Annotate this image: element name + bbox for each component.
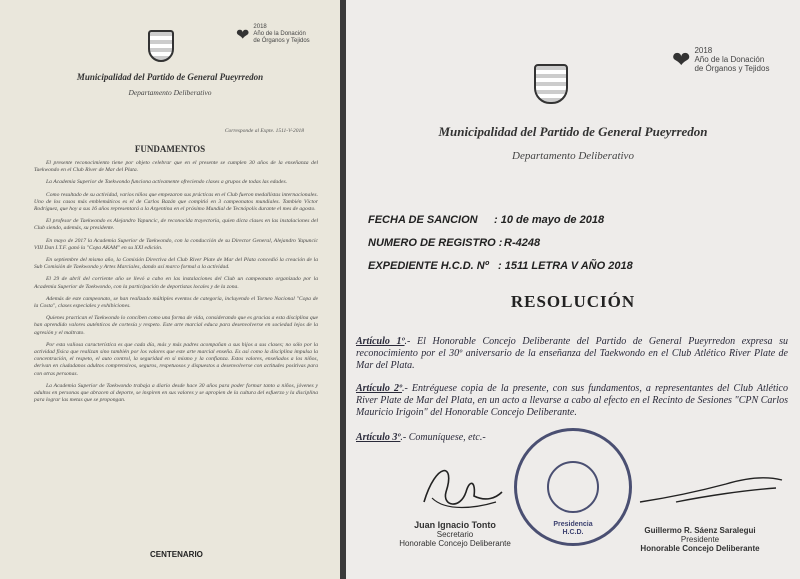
donation-badge: ❤ 2018 Año de la Donación de Órganos y Tejidos: [672, 46, 770, 73]
expediente: EXPEDIENTE H.C.D. Nº : 1511 LETRA V AÑO 2018: [368, 260, 633, 272]
resolucion-page: [346, 0, 800, 579]
paragraph: Además de este campeonato, se han realizado múltiples eventos de categoría, incluyendo el Torneo Nacional "Copa de la Costa", clases especiales y exhibiciones.: [34, 295, 318, 310]
fecha-sancion: FECHA DE SANCION : 10 de mayo de 2018: [368, 214, 605, 226]
paragraph: Por esta valiosa característica es que cada día, más y más padres acompañan a sus hijos a sus clases; no sólo por la actividad física que realizan sino también por los valores que este arte marcial enseña. Es así como la disciplina impulsa la concentración, el respeto, el auto control, la seguridad en sí mismo y la confianza. Estos valores, enseñados a los niños, derivan en ciudadanos adultos comprensivos, seguros, respetuosos y dispuestos a desenvolverse con actitudes positivas para con otras personas.: [34, 341, 318, 377]
donation-badge: ❤ 2018 Año de la Donación de Órganos y Tejidos: [236, 24, 310, 44]
institution-name: Municipalidad del Partido de General Pueyrredon: [438, 124, 708, 139]
paragraph: Como resultado de su actividad, varios niños que empezaron sus prácticas en el Club fueron medallistas internacionales. Uno de los casos más emblemáticos es el de Carlos Bazán que compitió en 3 campeonatos mundiales. También Víctor Rodríguez, que hoy a sus 16 años representará a la Argentina en el próximo Mundial de Tecnópolis durante el mes de agosto.: [34, 191, 318, 213]
article-2: Artículo 2º.- Entréguese copia de la presente, con sus fundamentos, a representantes del Club Atlético River Plate de Mar del Plata, en un acto a llevarse a cabo al efecto en el Recinto de Sesiones "CPN Carlos Mauricio Irigoin" del Honorable Concejo Deliberante.: [356, 383, 788, 418]
paragraph: El presente reconocimiento tiene por objeto celebrar que en el presente se cumplen 30 años de la enseñanza del Taekwondo en el Club River de Mar del Plata.: [34, 160, 318, 174]
paragraph: La Academia Superior de Taekwondo funciona activamente ofreciendo clases a grupos de todas las edades.: [46, 179, 288, 186]
presidency-seal: Presidencia H.C.D.: [514, 428, 632, 546]
secretary-signature-block: Juan Ignacio Tonto Secretario Honorable Concejo Deliberante: [399, 520, 511, 548]
paragraph: En mayo de 2017 la Academia Superior de Taekwondo, con la conducción de su Director General, Alejandro Yapuncic VIII Dan I.T.F. ganó la "Copa AKAM" en su XXI edición.: [34, 237, 318, 251]
secretary-signature: [416, 452, 506, 516]
heart-logo-icon: ❤: [236, 26, 250, 44]
numero-registro: NUMERO DE REGISTRO : R-4248: [368, 237, 541, 249]
institution-name: Municipalidad del Partido de General Pueyrredon: [76, 72, 264, 82]
expediente-reference: Corresponde al Expte. 1511-V-2018: [224, 128, 304, 134]
paragraph: El 29 de abril del corriente año se llevó a cabo en las instalaciones del Club un campeonato organizado por la Academia Superior de Taekwondo, con la participación de deportistas locales y de la zona.: [34, 276, 318, 290]
resolution-title: RESOLUCIÓN: [510, 292, 636, 311]
president-signature-block: Guillermo R. Sáenz Saralegui Presidente Honorable Concejo Deliberante: [640, 526, 760, 553]
fundamentos-heading: FUNDAMENTOS: [134, 144, 206, 154]
coat-of-arms-icon: [534, 64, 568, 104]
paragraph: El profesor de Taekwondo es Alejandro Yapuncic, de reconocida trayectoria, quien dicta clases en las instalaciones del Club siendo, además, su presidente.: [34, 218, 318, 232]
seal-coat-of-arms-icon: [547, 461, 599, 513]
paragraph: Quienes practican el Taekwondo lo conciben como una forma de vida, considerando que es gracias a esta disciplina que han aprendido valores auténticos de cortesía y respeto. Este arte marcial educa para desenvolverse en sociedad lejos de la agresión y el maltrato.: [34, 315, 318, 336]
heart-logo-icon: ❤: [672, 46, 691, 72]
centenario-logo: CENTENARIO: [150, 550, 203, 559]
paragraph: En septiembre del mismo año, la Comisión Directiva del Club River Plate de Mar del Plata concedió la creación de la Sub Comisión de Taekwondo y Artes Marciales, dando así marco formal a la actividad.: [34, 257, 318, 271]
paragraph: La Academia Superior de Taekwondo trabaja a diario desde hace 30 años para poder formar tanto a niños, jóvenes y adultos en personas que abracen al deporte, se inspiren en sus valores y se apropien de la cultura del esfuerzo y la disciplina para lograr las metas que se propongan.: [34, 382, 318, 404]
department-name: Departamento Deliberativo: [512, 150, 634, 162]
fundamentos-body: [34, 160, 318, 409]
president-signature: [636, 472, 786, 512]
fundamentos-page: [0, 0, 340, 579]
article-1: Artículo 1º.- El Honorable Concejo Deliberante del Partido de General Pueyrredon expresa su reconocimiento por el 30º aniversario de la enseñanza del Taekwondo en el Club Atlético River Plate de Mar del Plata.: [356, 336, 788, 371]
coat-of-arms-icon: [148, 30, 174, 62]
article-3: Artículo 3º.- Comuníquese, etc.-: [356, 432, 486, 443]
department-name: Departamento Deliberativo: [128, 88, 212, 97]
